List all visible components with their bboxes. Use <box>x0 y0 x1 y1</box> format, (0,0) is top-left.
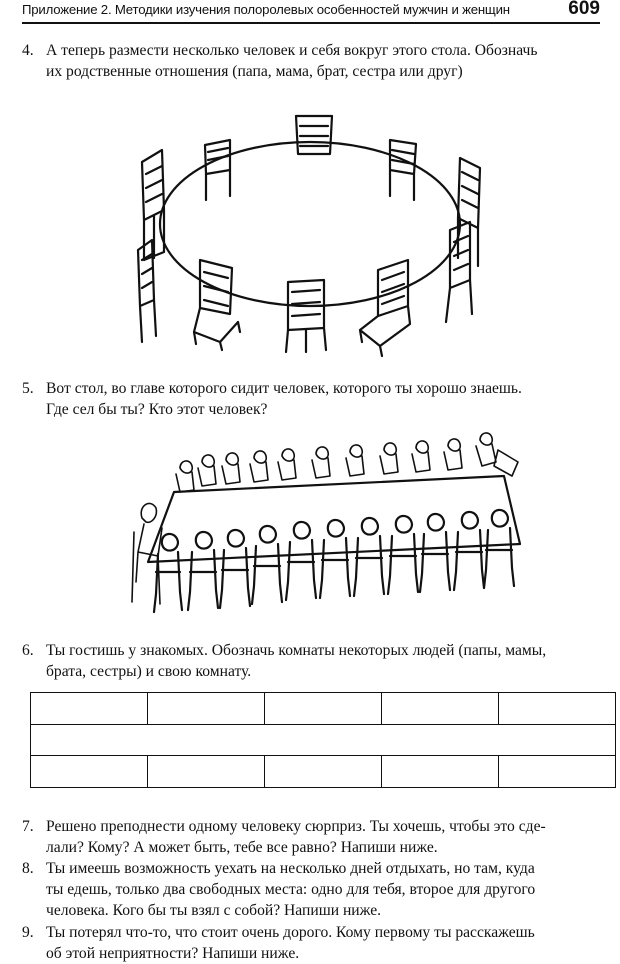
question-number: 7. <box>22 818 34 835</box>
near-side-chairs-with-people <box>154 510 514 612</box>
room-cell <box>148 756 265 788</box>
chair-back-row-2 <box>296 116 332 154</box>
room-cell <box>382 756 499 788</box>
room-cell <box>382 693 499 725</box>
question-number: 8. <box>22 860 34 877</box>
question-4 <box>22 40 602 82</box>
room-cell <box>31 756 148 788</box>
chair-back-row-3 <box>390 140 416 200</box>
corridor-cell <box>31 724 616 756</box>
long-table-illustration <box>128 432 528 632</box>
question-6 <box>22 640 602 682</box>
room-cell <box>265 756 382 788</box>
question-number: 9. <box>22 924 34 941</box>
room-cell <box>499 756 616 788</box>
question-number: 4. <box>22 42 34 59</box>
question-text: Ты потерял что-то, что стоит очень дорого. Кому первому ты расскажешь об этой неприятности? Напиши ниже. <box>46 924 535 962</box>
question-text: Ты гостишь у знакомых. Обозначь комнаты некоторых людей (папы, мамы, брата, сестры) и свою комнату. <box>46 642 547 680</box>
question-7 <box>22 816 602 858</box>
page-header <box>22 0 600 24</box>
chair-back-row-1 <box>205 140 230 200</box>
chair-front-2 <box>286 280 326 352</box>
round-table-illustration <box>120 110 500 360</box>
page-number: 609 <box>568 0 600 19</box>
running-header-title: Приложение 2. Методики изучения полоролевых особенностей мужчин и женщин <box>22 2 510 17</box>
question-text: А теперь размести несколько человек и себя вокруг этого стола. Обозначь их родственные отношения (папа, мама, брат, сестра или друг) <box>46 42 538 80</box>
question-text: Ты имеешь возможность уехать на несколько дней отдыхать, но там, куда ты едешь, только два свободных места: одно для тебя, второе для другого человека. Кого бы ты взял с собой? Напиши ниже. <box>46 860 536 919</box>
room-cell <box>31 693 148 725</box>
room-cell <box>265 693 382 725</box>
corridor-row <box>31 724 616 756</box>
room-cell <box>148 693 265 725</box>
question-text: Вот стол, во главе которого сидит человек, которого ты хорошо знаешь. Где сел бы ты? Кто этот человек? <box>46 380 522 418</box>
question-8 <box>22 858 602 921</box>
question-number: 5. <box>22 380 34 397</box>
room-plan-grid <box>30 692 616 788</box>
room-row-bottom <box>31 756 616 788</box>
question-9 <box>22 922 602 964</box>
chair-front-1 <box>194 260 240 350</box>
chair-left <box>138 240 156 342</box>
room-cell <box>499 693 616 725</box>
room-row-top <box>31 693 616 725</box>
chair-front-3 <box>360 260 410 356</box>
question-5 <box>22 378 602 420</box>
question-text: Решено преподнести одному человеку сюрприз. Ты хочешь, чтобы это сде- лали? Кому? А может быть, тебе все равно? Напиши ниже. <box>46 818 546 856</box>
question-number: 6. <box>22 642 34 659</box>
